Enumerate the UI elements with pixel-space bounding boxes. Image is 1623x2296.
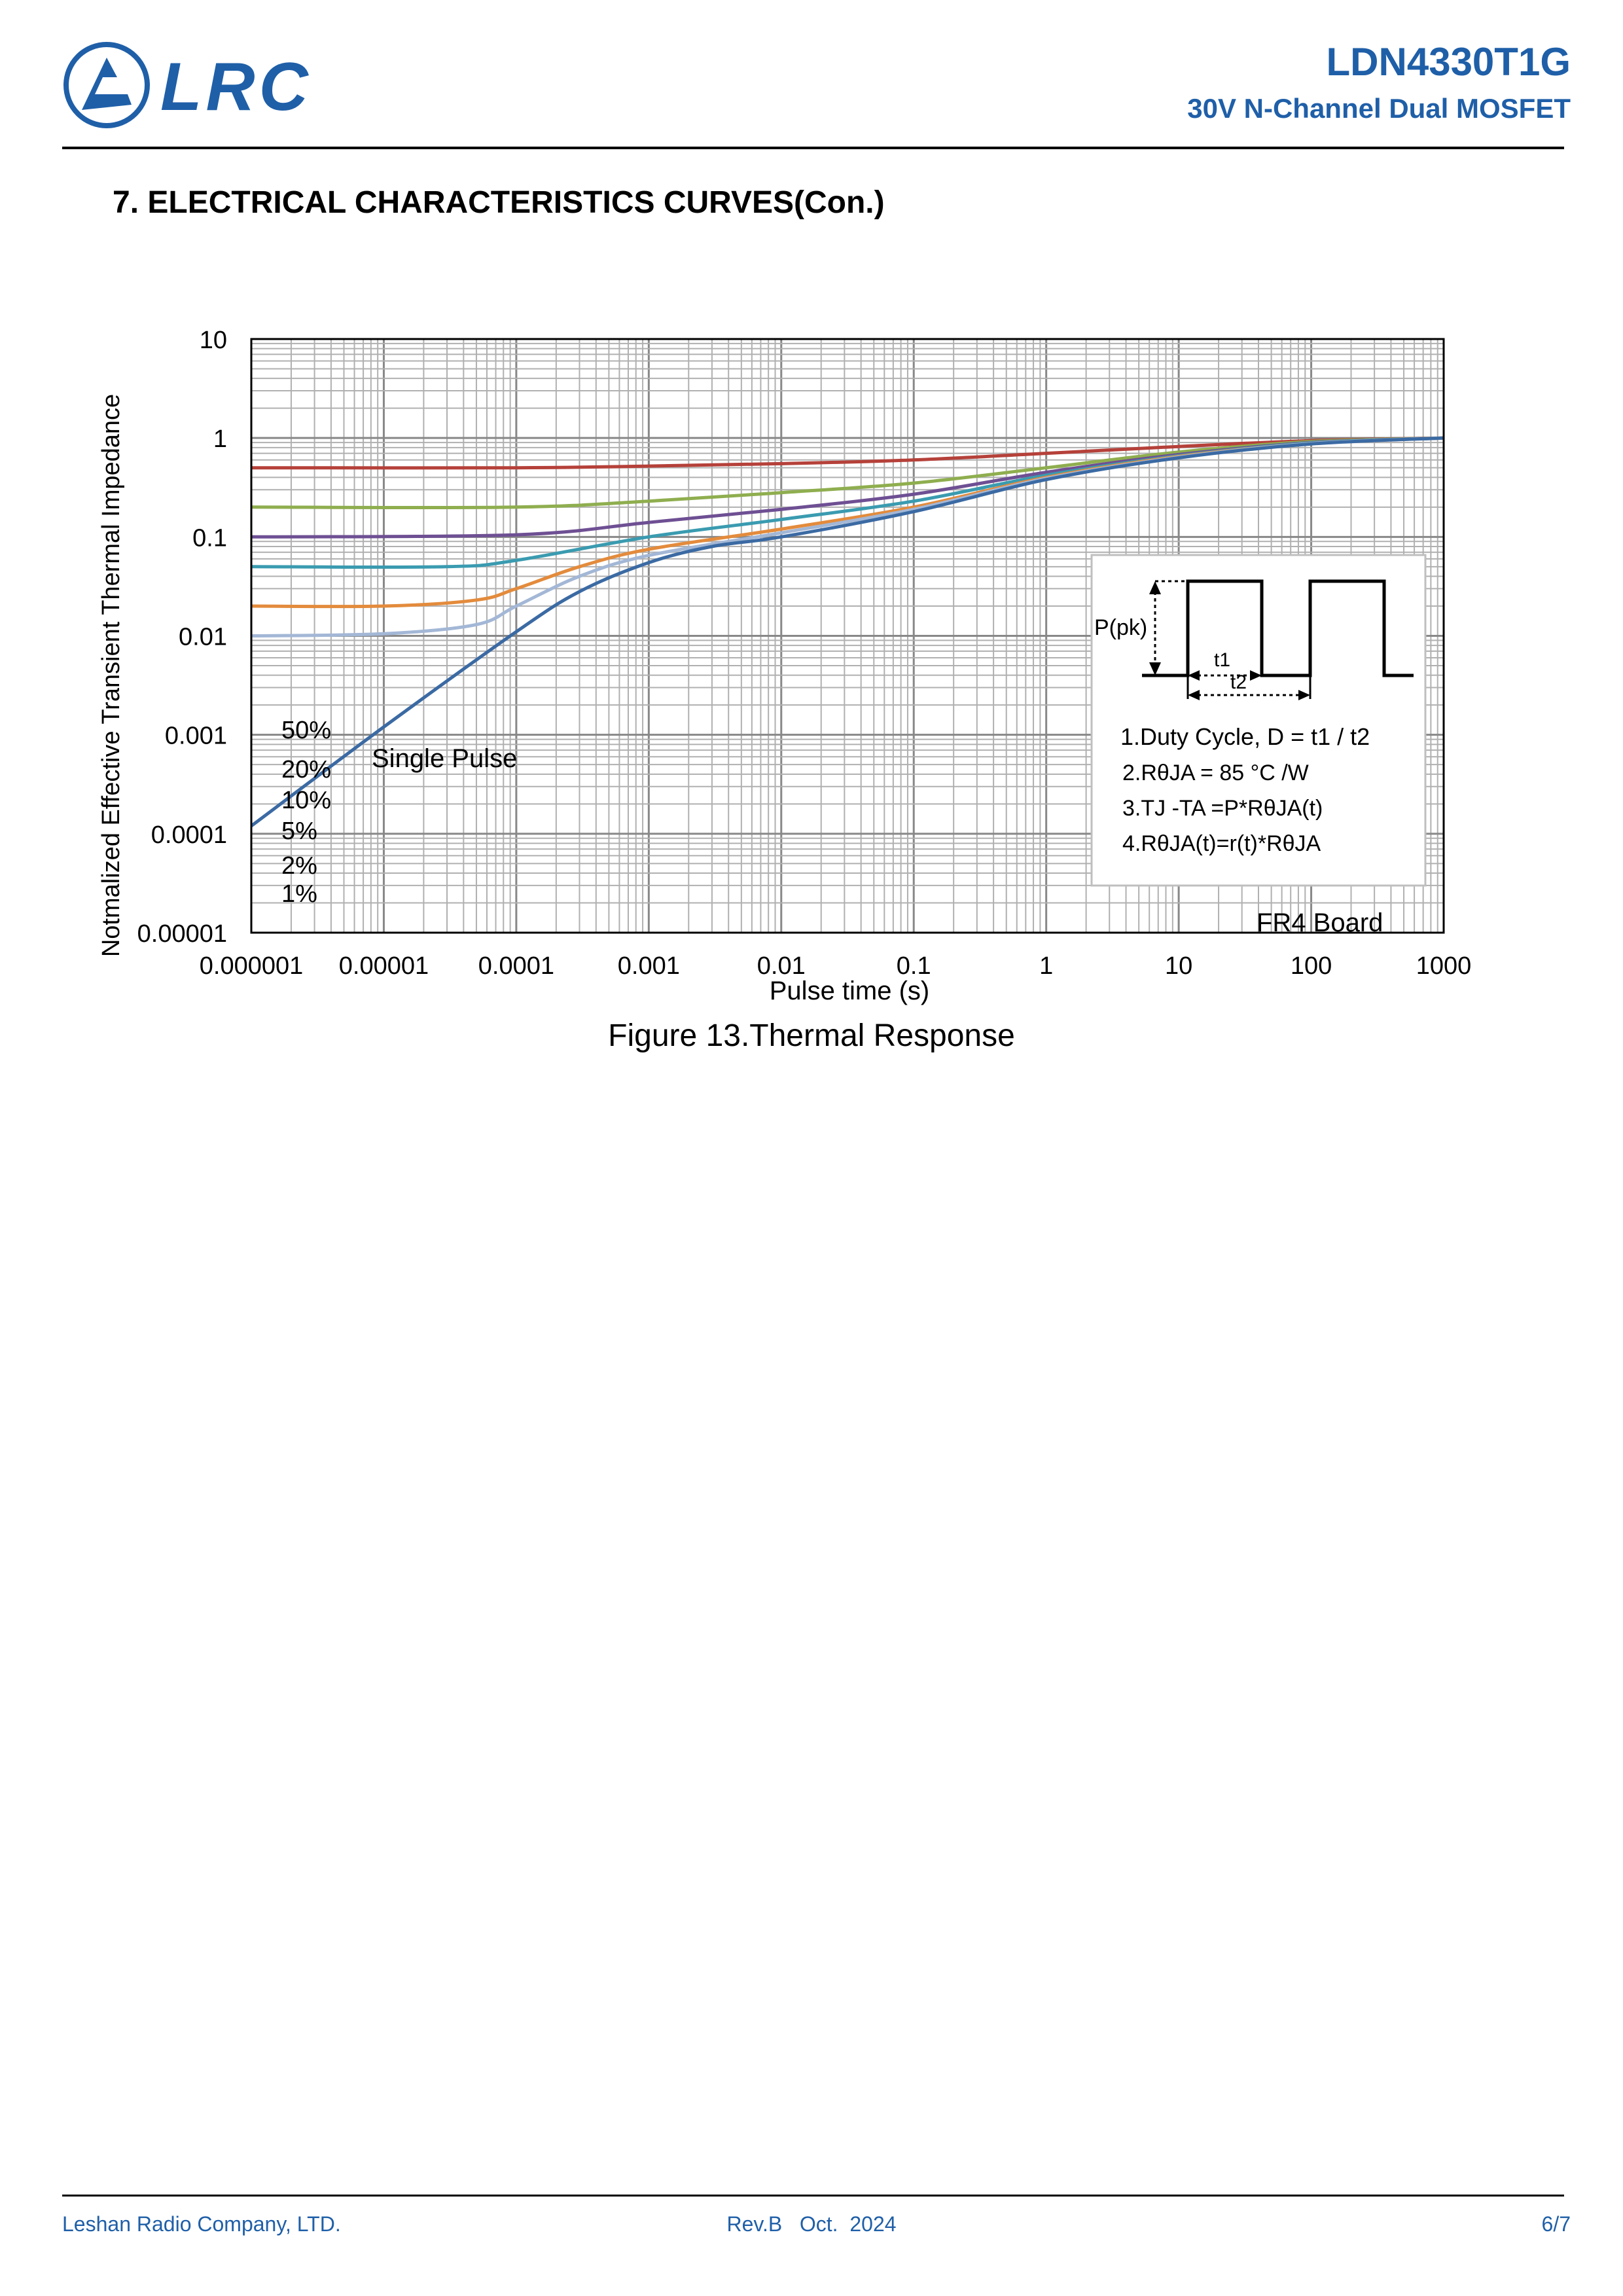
- part-description: 30V N-Channel Dual MOSFET: [1187, 93, 1571, 124]
- y-tick-label: 0.1: [192, 524, 227, 552]
- duty-cycle-inset: [1092, 555, 1425, 886]
- series-label-5pct: 5%: [281, 817, 317, 845]
- footer-page-number: 6/7: [1541, 2212, 1571, 2236]
- y-tick-label: 0.00001: [137, 920, 227, 948]
- logo-text: LRC: [160, 49, 312, 125]
- footer-revision: Rev.B Oct. 2024: [726, 2212, 897, 2236]
- lrc-logo: [62, 39, 324, 131]
- y-tick-label: 10: [199, 327, 227, 354]
- header-divider: [62, 147, 1564, 149]
- series-label-10pct: 10%: [281, 787, 332, 814]
- x-tick-label: 1000: [1416, 952, 1472, 980]
- footer-company: Leshan Radio Company, LTD.: [62, 2212, 341, 2236]
- figure-caption: Figure 13.Thermal Response: [608, 1018, 1015, 1053]
- x-tick-label: 0.001: [617, 952, 680, 980]
- x-tick-label: 10: [1164, 952, 1193, 980]
- part-number: LDN4330T1G: [1326, 40, 1571, 84]
- ppk-label: P(pk): [1094, 615, 1148, 640]
- y-tick-label: 0.001: [164, 722, 227, 750]
- section-title: 7. ELECTRICAL CHARACTERISTICS CURVES(Con.): [113, 185, 885, 220]
- footer-divider: [62, 2195, 1564, 2197]
- y-axis-label: Notmalized Effective Transient Thermal Impedance: [98, 393, 125, 958]
- t1-label: t1: [1214, 649, 1231, 671]
- x-tick-label: 1: [1039, 952, 1054, 980]
- inset-note-4: 4.RθJA(t)=r(t)*RθJA: [1122, 831, 1321, 856]
- inset-note-1: 1.Duty Cycle, D = t1 / t2: [1120, 723, 1370, 750]
- x-tick-label: 0.1: [896, 952, 931, 980]
- inset-note-2: 2.RθJA = 85 °C /W: [1122, 761, 1309, 785]
- y-tick-labels: [137, 327, 227, 948]
- fr4-board-label: FR4 Board: [1257, 908, 1383, 937]
- series-label-50pct: 50%: [281, 717, 332, 744]
- thermal-response-chart: [0, 275, 1623, 1060]
- series-label-2pct: 2%: [281, 852, 317, 880]
- series-labels: [281, 717, 331, 908]
- x-tick-label: 0.00001: [338, 952, 429, 980]
- single-pulse-label: Single Pulse: [372, 744, 518, 773]
- x-tick-label: 0.01: [757, 952, 806, 980]
- inset-note-3: 3.TJ -TA =P*RθJA(t): [1122, 796, 1323, 821]
- x-tick-label: 0.0001: [478, 952, 555, 980]
- series-label-20pct: 20%: [281, 756, 332, 783]
- t2-label: t2: [1230, 672, 1247, 693]
- x-axis-label: Pulse time (s): [769, 977, 930, 1005]
- x-tick-label: 0.000001: [199, 952, 304, 980]
- y-tick-label: 0.0001: [151, 821, 227, 849]
- x-tick-labels: [200, 952, 1472, 980]
- series-label-1pct: 1%: [281, 880, 317, 908]
- y-tick-label: 1: [213, 425, 227, 454]
- y-tick-label: 0.01: [179, 623, 227, 651]
- x-tick-label: 100: [1290, 952, 1332, 980]
